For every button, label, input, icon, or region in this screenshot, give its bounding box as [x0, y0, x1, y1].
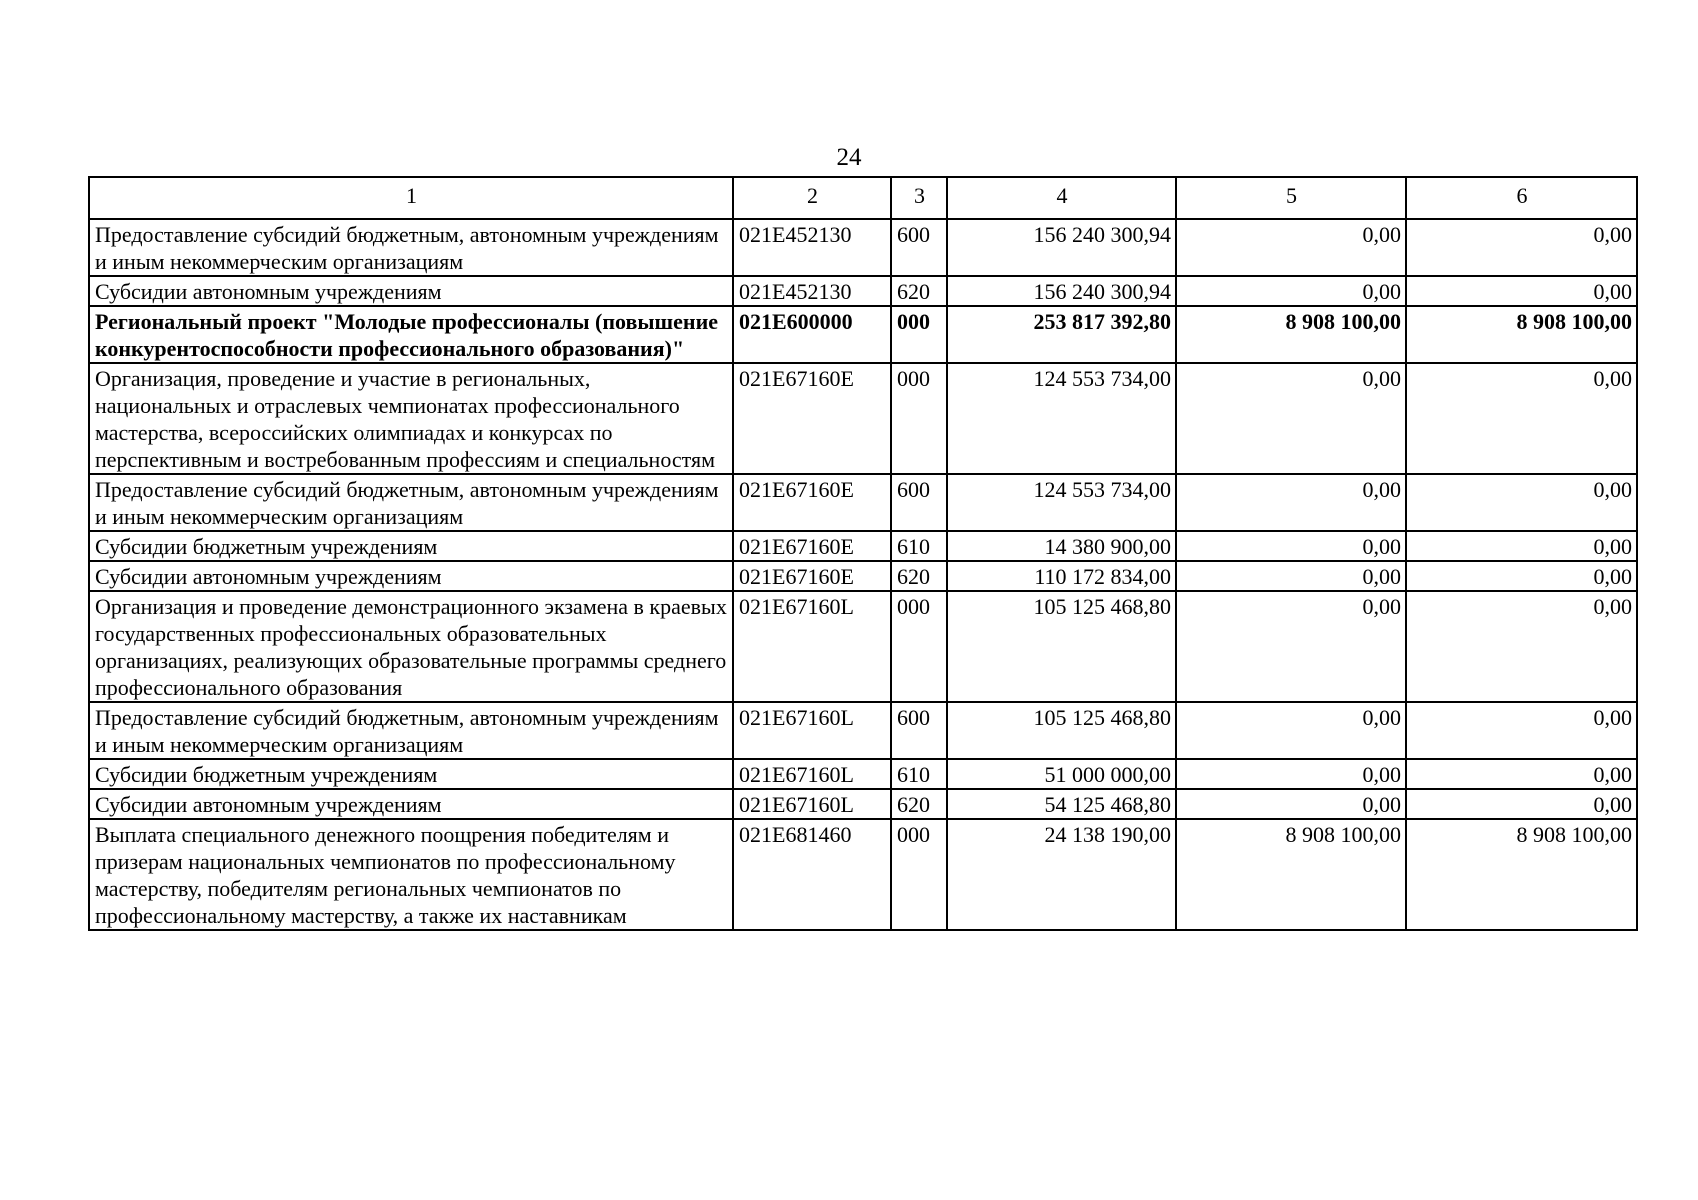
row-name-cell: Предоставление субсидий бюджетным, автономным учреждениям и иным некоммерческим организациям [89, 702, 733, 759]
row-value-col5-cell: 0,00 [1176, 702, 1406, 759]
row-expense-type-cell: 000 [891, 591, 947, 702]
row-expense-type-cell: 610 [891, 531, 947, 561]
table-row [89, 759, 1637, 789]
row-value-col5-cell: 0,00 [1176, 276, 1406, 306]
row-code-cell: 021E67160E [733, 561, 891, 591]
table-row [89, 702, 1637, 759]
row-value-col6-cell: 0,00 [1406, 561, 1637, 591]
row-value-col6-cell: 0,00 [1406, 363, 1637, 474]
row-value-col6-cell: 0,00 [1406, 591, 1637, 702]
row-code-cell: 021E67160L [733, 759, 891, 789]
table-row [89, 306, 1637, 363]
row-value-col6-cell: 0,00 [1406, 531, 1637, 561]
row-value-col5-cell: 8 908 100,00 [1176, 306, 1406, 363]
table-row [89, 789, 1637, 819]
table-row [89, 474, 1637, 531]
row-name-cell: Региональный проект "Молодые профессионалы (повышение конкурентоспособности профессионального образования)" [89, 306, 733, 363]
row-value-col6-cell: 0,00 [1406, 219, 1637, 276]
row-value-col6-cell: 0,00 [1406, 474, 1637, 531]
row-value-col6-cell: 0,00 [1406, 702, 1637, 759]
row-value-col6-cell: 0,00 [1406, 789, 1637, 819]
row-expense-type-cell: 000 [891, 819, 947, 930]
row-value-col5-cell: 0,00 [1176, 219, 1406, 276]
row-value-col5-cell: 0,00 [1176, 561, 1406, 591]
row-code-cell: 021E452130 [733, 219, 891, 276]
header-col-1: 1 [89, 177, 733, 219]
row-code-cell: 021E67160L [733, 702, 891, 759]
row-code-cell: 021E67160L [733, 591, 891, 702]
row-code-cell: 021E67160E [733, 531, 891, 561]
row-value-col4-cell: 156 240 300,94 [947, 219, 1176, 276]
row-value-col4-cell: 54 125 468,80 [947, 789, 1176, 819]
row-expense-type-cell: 620 [891, 789, 947, 819]
row-value-col5-cell: 0,00 [1176, 789, 1406, 819]
row-value-col6-cell: 0,00 [1406, 759, 1637, 789]
row-expense-type-cell: 600 [891, 474, 947, 531]
row-value-col5-cell: 0,00 [1176, 531, 1406, 561]
row-name-cell: Предоставление субсидий бюджетным, автономным учреждениям и иным некоммерческим организациям [89, 474, 733, 531]
row-code-cell: 021E67160E [733, 363, 891, 474]
header-col-6: 6 [1406, 177, 1637, 219]
row-name-cell: Субсидии автономным учреждениям [89, 276, 733, 306]
row-expense-type-cell: 610 [891, 759, 947, 789]
row-name-cell: Субсидии бюджетным учреждениям [89, 531, 733, 561]
table-row [89, 531, 1637, 561]
table-row [89, 276, 1637, 306]
row-expense-type-cell: 000 [891, 306, 947, 363]
header-col-5: 5 [1176, 177, 1406, 219]
row-name-cell: Организация и проведение демонстрационного экзамена в краевых государственных профессиональных образовательных организациях, реализующих образовательные программы среднего профессионального образования [89, 591, 733, 702]
row-value-col6-cell: 8 908 100,00 [1406, 819, 1637, 930]
row-value-col5-cell: 0,00 [1176, 363, 1406, 474]
table-row [89, 363, 1637, 474]
row-value-col4-cell: 253 817 392,80 [947, 306, 1176, 363]
row-value-col4-cell: 14 380 900,00 [947, 531, 1176, 561]
budget-table [88, 176, 1638, 931]
row-code-cell: 021E67160E [733, 474, 891, 531]
header-col-2: 2 [733, 177, 891, 219]
header-col-3: 3 [891, 177, 947, 219]
row-value-col4-cell: 105 125 468,80 [947, 591, 1176, 702]
row-name-cell: Организация, проведение и участие в региональных, национальных и отраслевых чемпионатах профессионального мастерства, всероссийских олимпиадах и конкурсах по перспективным и востребованным профессиям и специальностям [89, 363, 733, 474]
row-expense-type-cell: 620 [891, 276, 947, 306]
table-row [89, 819, 1637, 930]
table-row [89, 591, 1637, 702]
row-code-cell: 021E67160L [733, 789, 891, 819]
row-code-cell: 021E452130 [733, 276, 891, 306]
row-value-col6-cell: 0,00 [1406, 276, 1637, 306]
page-number: 24 [836, 144, 862, 171]
row-expense-type-cell: 620 [891, 561, 947, 591]
row-name-cell: Выплата специального денежного поощрения победителям и призерам национальных чемпионатов по профессиональному мастерству, победителям региональных чемпионатов по профессиональному мастерству, а также их наставникам [89, 819, 733, 930]
row-name-cell: Субсидии автономным учреждениям [89, 789, 733, 819]
row-value-col4-cell: 110 172 834,00 [947, 561, 1176, 591]
row-value-col5-cell: 0,00 [1176, 759, 1406, 789]
row-value-col6-cell: 8 908 100,00 [1406, 306, 1637, 363]
table-row [89, 219, 1637, 276]
row-value-col4-cell: 124 553 734,00 [947, 474, 1176, 531]
row-value-col4-cell: 51 000 000,00 [947, 759, 1176, 789]
table-body [89, 219, 1637, 930]
row-expense-type-cell: 600 [891, 702, 947, 759]
row-expense-type-cell: 000 [891, 363, 947, 474]
row-value-col4-cell: 124 553 734,00 [947, 363, 1176, 474]
row-value-col4-cell: 24 138 190,00 [947, 819, 1176, 930]
table-row [89, 561, 1637, 591]
header-row [89, 177, 1637, 219]
row-expense-type-cell: 600 [891, 219, 947, 276]
row-code-cell: 021E681460 [733, 819, 891, 930]
row-value-col5-cell: 0,00 [1176, 591, 1406, 702]
row-value-col4-cell: 105 125 468,80 [947, 702, 1176, 759]
row-value-col5-cell: 0,00 [1176, 474, 1406, 531]
row-value-col5-cell: 8 908 100,00 [1176, 819, 1406, 930]
row-code-cell: 021E600000 [733, 306, 891, 363]
header-col-4: 4 [947, 177, 1176, 219]
row-name-cell: Субсидии бюджетным учреждениям [89, 759, 733, 789]
row-value-col4-cell: 156 240 300,94 [947, 276, 1176, 306]
row-name-cell: Субсидии автономным учреждениям [89, 561, 733, 591]
row-name-cell: Предоставление субсидий бюджетным, автономным учреждениям и иным некоммерческим организациям [89, 219, 733, 276]
